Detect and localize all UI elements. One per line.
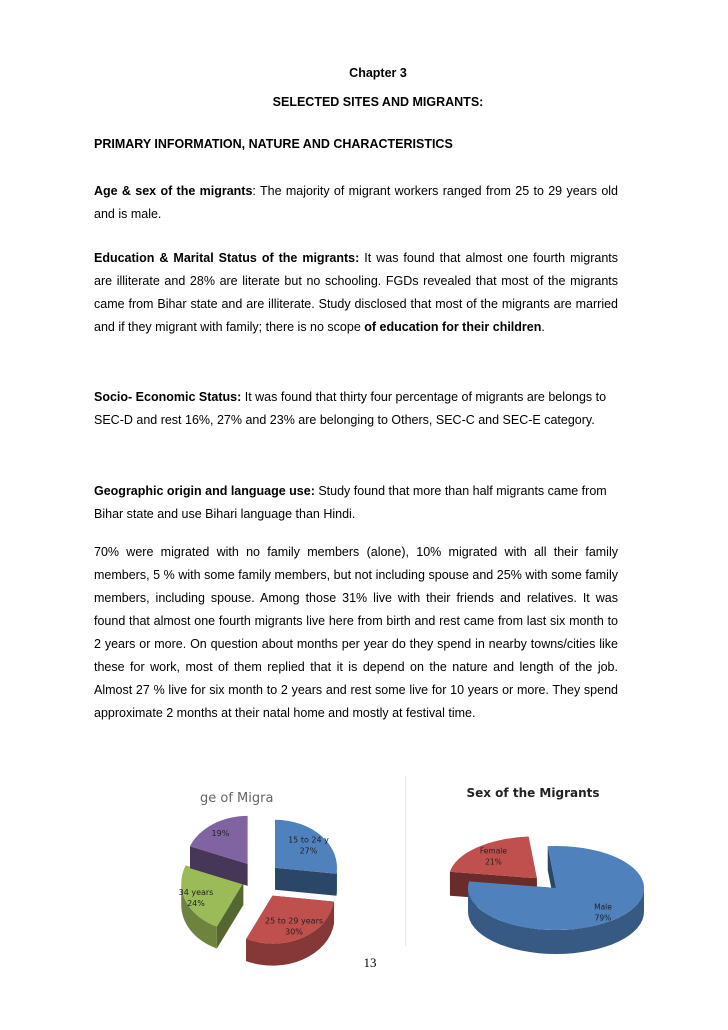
paragraph-bold-tail: of education for their children: [364, 320, 542, 334]
chart-divider: [405, 776, 406, 946]
paragraph-age-sex: [94, 180, 618, 226]
pie-label: 79%: [594, 913, 612, 923]
paragraph-lead: Education & Marital Status of the migrants:: [94, 251, 360, 265]
paragraph-end: .: [541, 320, 545, 334]
pie-label: 21%: [485, 857, 502, 867]
sex-chart-title: Sex of the Migrants: [466, 786, 600, 800]
paragraph-text: It was found that almost one fourth migrants are illiterate and 28% are literate but no schooling. FGDs revealed that most of the migrants came from Bihar state and are illiterate. Study disclosed that most of the migrants are married and if they migrant with family; there is no scope: [94, 251, 619, 334]
pie-label: 24%: [187, 899, 205, 909]
pie-label: 30%: [285, 927, 303, 937]
paragraph-education: [94, 247, 618, 339]
paragraph-family: [94, 541, 618, 725]
paragraph-geographic: [94, 480, 618, 526]
paragraph-text: 70% were migrated with no family members (alone), 10% migrated with all their family members, 5 % with some family members, but not including spouse and 25% with some family members, including spouse. Among those 31% live with their friends and relatives. It was found that almost one fourth migrants live here from birth and rest came from last six month to 2 years or more. On question about months per year do they spend in nearby towns/cities like these for work, most of them replied that it is depend on the nature and length of the job. Almost 27 % live for six month to 2 years and rest some live for 10 years or more. They spend approximate 2 months at their natal home and mostly at festival time.: [94, 545, 618, 720]
page-number: 13: [363, 955, 377, 970]
pie-label: Female: [479, 846, 508, 856]
pie-slice-0-0: [275, 820, 337, 896]
section-heading: PRIMARY INFORMATION, NATURE AND CHARACTERISTICS: [94, 137, 453, 151]
age-pie-chart: [130, 778, 390, 978]
paragraph-text: : The majority of migrant workers ranged from 25 to 29 years old and is male.: [94, 184, 619, 221]
pie-label: Male: [594, 902, 612, 912]
sex-pie-chart: [438, 778, 648, 958]
paragraph-lead: Geographic origin and language use:: [94, 484, 315, 498]
pie-label: 19%: [211, 828, 230, 838]
paragraph-lead: Socio- Economic Status:: [94, 390, 242, 404]
chapter-title: SELECTED SITES AND MIGRANTS:: [272, 95, 484, 109]
pie-label: 27%: [299, 846, 318, 856]
paragraph-text: It was found that thirty four percentage of migrants are belongs to SEC-D and rest 16%, 27% and 23% are belonging to Others, SEC-C and SEC-E category.: [94, 390, 607, 427]
paragraph-lead: Age & sex of the migrants: [94, 184, 253, 198]
paragraph-socio-economic: [94, 386, 618, 432]
paragraph-text: Study found that more than half migrants came from Bihar state and use Bihari language than Hindi.: [94, 484, 607, 521]
chapter-label: Chapter 3: [349, 66, 407, 80]
age-chart-title: ge of Migra: [200, 791, 274, 806]
pie-label: 34 years: [178, 888, 214, 898]
pie-label: 25 to 29 years: [265, 916, 324, 926]
pie-label: 15 to 24 y: [288, 835, 329, 845]
